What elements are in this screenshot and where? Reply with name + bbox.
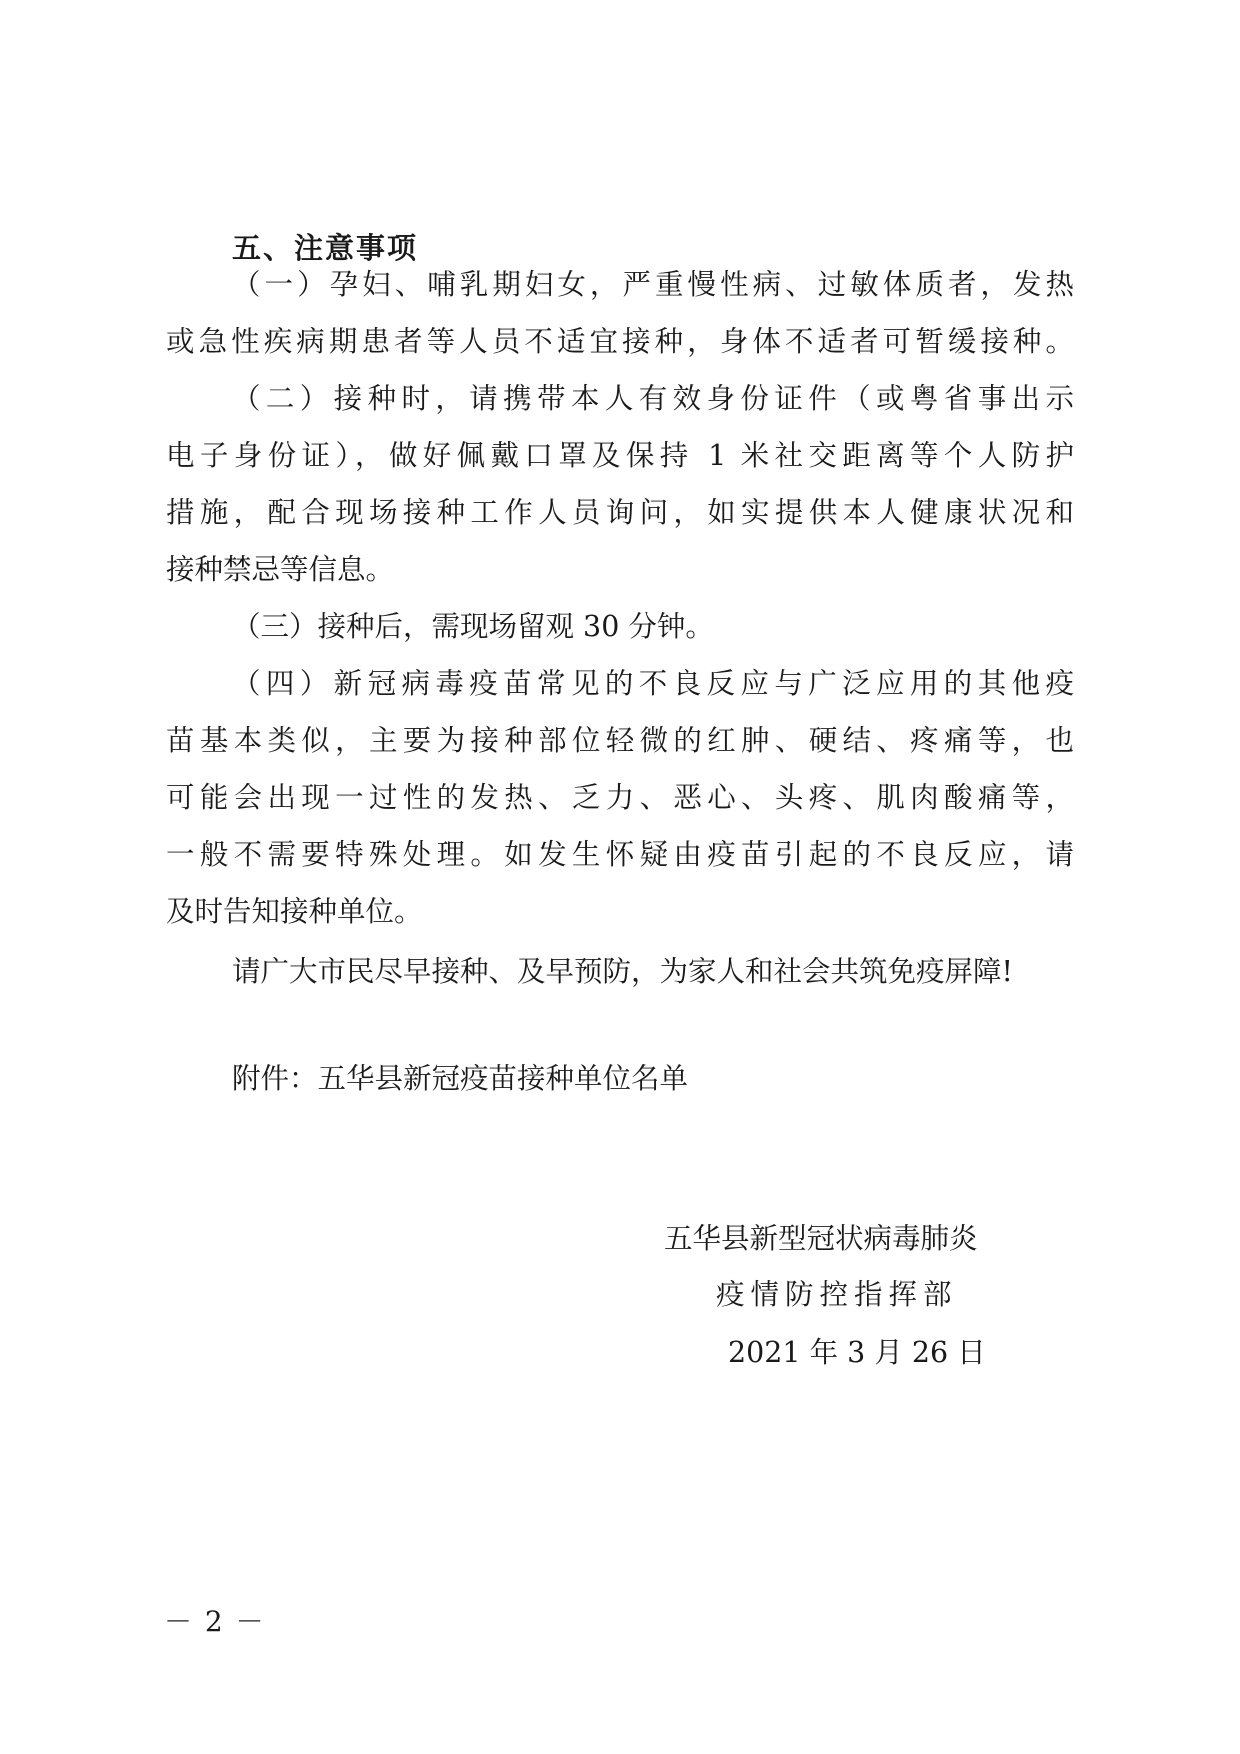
paragraph-4-line-5: 及时告知接种单位。 <box>166 895 423 928</box>
paragraph-3-line-1: （三）接种后，需现场留观 30 分钟。 <box>232 610 714 643</box>
attachment-note: 附件：五华县新冠疫苗接种单位名单 <box>232 1062 689 1095</box>
closing-appeal: 请广大市民尽早接种、及早预防，为家人和社会共筑免疫屏障! <box>232 955 1013 988</box>
signature-org-line-2: 疫情防控指挥部 <box>716 1278 958 1311</box>
section-heading: 五、注意事项 <box>232 231 419 265</box>
paragraph-2-line-3: 措施，配合现场接种工作人员询问，如实提供本人健康状况和 <box>166 496 1074 529</box>
paragraph-4-line-1: （四）新冠病毒疫苗常见的不良反应与广泛应用的其他疫 <box>232 667 1074 700</box>
paragraph-2-line-2: 电子身份证），做好佩戴口罩及保持 1 米社交距离等个人防护 <box>166 439 1074 472</box>
paragraph-1-line-1: （一）孕妇、哺乳期妇女，严重慢性病、过敏体质者，发热 <box>232 268 1074 301</box>
signature-org-line-1: 五华县新型冠状病毒肺炎 <box>664 1222 978 1255</box>
paragraph-4-line-3: 可能会出现一过性的发热、乏力、恶心、头疼、肌肉酸痛等， <box>166 781 1074 814</box>
page-number: － 2 － <box>164 1605 266 1638</box>
paragraph-2-line-1: （二）接种时，请携带本人有效身份证件（或粤省事出示 <box>232 382 1074 415</box>
paragraph-4-line-2: 苗基本类似，主要为接种部位轻微的红肿、硬结、疼痛等，也 <box>166 724 1074 757</box>
paragraph-4-line-4: 一般不需要特殊处理。如发生怀疑由疫苗引起的不良反应，请 <box>166 838 1074 871</box>
paragraph-2-line-4: 接种禁忌等信息。 <box>166 553 395 586</box>
paragraph-1-line-2: 或急性疾病期患者等人员不适宜接种，身体不适者可暂缓接种。 <box>166 325 1074 358</box>
signature-date: 2021 年 3 月 26 日 <box>728 1336 986 1369</box>
